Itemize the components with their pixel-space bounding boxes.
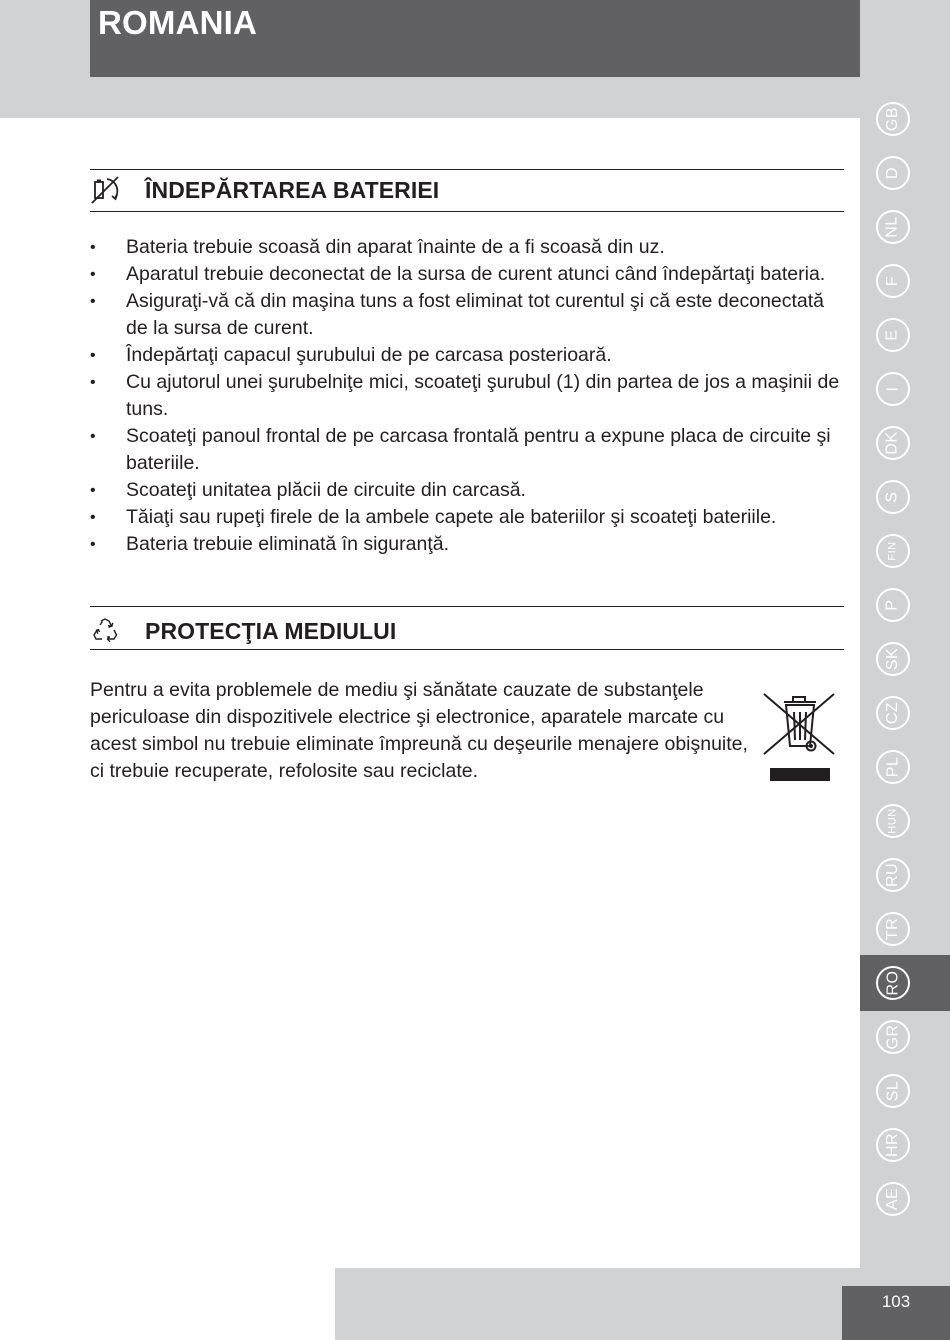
section-divider-top: [90, 606, 844, 607]
tab-language-cz[interactable]: CZ: [876, 696, 910, 730]
tab-language-d[interactable]: D: [876, 156, 910, 190]
tab-language-ro[interactable]: RO: [876, 966, 910, 1000]
tab-language-sk[interactable]: SK: [876, 642, 910, 676]
section-title-battery: ÎNDEPĂRTAREA BATERIEI: [145, 177, 440, 203]
environment-paragraph: Pentru a evita problemele de mediu şi sănătate cauzate de substanţele periculoase din dispozitivele electrice şi electronice, aparatele marcate cu acest simbol nu trebuie eliminate împreună cu deşeurile menajere obişnuite, ci trebuie recuperate, refolosite sau reciclate.: [90, 679, 748, 782]
page-title: ROMANIA: [98, 4, 258, 41]
battery-removal-icon: [90, 174, 120, 206]
section-divider-bottom: [90, 649, 844, 650]
list-item: • Îndepărtaţi capacul şurubului de pe carcasa posterioară.: [90, 342, 850, 369]
section-divider-bottom: [90, 211, 844, 212]
tab-language-i[interactable]: I: [876, 372, 910, 406]
list-item: • Cu ajutorul unei şurubelniţe mici, scoateţi şurubul (1) din partea de jos a maşinii de tuns.: [90, 369, 850, 423]
tab-language-sl[interactable]: SL: [876, 1074, 910, 1108]
list-item: • Bateria trebuie scoasă din aparat înainte de a fi scoasă din uz.: [90, 234, 850, 261]
tab-language-s[interactable]: S: [876, 480, 910, 514]
list-item: • Scoateţi panoul frontal de pe carcasa frontală pentru a expune placa de circuite şi bateriile.: [90, 423, 850, 477]
tab-language-e[interactable]: E: [876, 318, 910, 352]
section-title-environment: PROTECŢIA MEDIULUI: [145, 618, 397, 644]
tab-language-gr[interactable]: GR: [876, 1020, 910, 1054]
crossed-out-wheelie-bin-icon: [760, 688, 838, 760]
recycle-icon: [91, 617, 119, 645]
tab-language-ru[interactable]: RU: [876, 858, 910, 892]
weee-symbol-bar: [770, 768, 830, 781]
tab-language-hr[interactable]: HR: [876, 1128, 910, 1162]
list-item: • Bateria trebuie eliminată în siguranţă.: [90, 531, 850, 558]
page-number: 103: [881, 1292, 911, 1311]
tab-language-ae[interactable]: AE: [876, 1182, 910, 1216]
list-item: • Scoateţi unitatea plăcii de circuite din carcasă.: [90, 477, 850, 504]
battery-steps-list: [90, 234, 850, 558]
tab-language-pl[interactable]: PL: [876, 750, 910, 784]
tab-language-gb[interactable]: GB: [876, 102, 910, 136]
tab-language-tr[interactable]: TR: [876, 912, 910, 946]
section-divider-top: [90, 169, 844, 170]
tab-language-nl[interactable]: NL: [876, 210, 910, 244]
list-item: • Tăiaţi sau rupeţi firele de la ambele capete ale bateriilor şi scoateţi bateriile.: [90, 504, 850, 531]
tab-language-hun[interactable]: HUN: [876, 804, 910, 838]
tab-language-f[interactable]: F: [876, 264, 910, 298]
list-item: • Aparatul trebuie deconectat de la sursa de curent atunci când îndepărtaţi bateria.: [90, 261, 850, 288]
tab-language-fin[interactable]: FIN: [876, 534, 910, 568]
tab-language-p[interactable]: P: [876, 588, 910, 622]
tab-language-dk[interactable]: DK: [876, 426, 910, 460]
list-item: • Asiguraţi-vă că din maşina tuns a fost eliminat tot curentul şi că este deconectată de la sursa de curent.: [90, 288, 850, 342]
